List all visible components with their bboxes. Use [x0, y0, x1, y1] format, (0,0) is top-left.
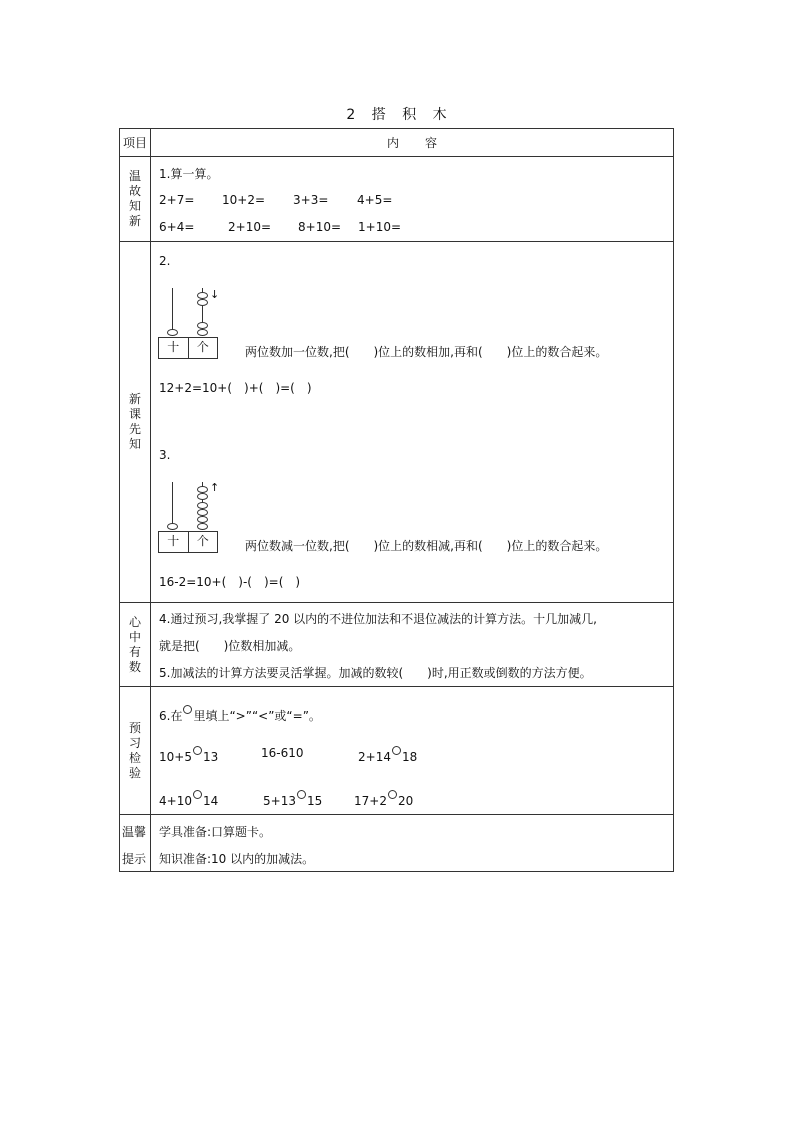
tips-row — [120, 815, 674, 872]
q2-number: 2. — [159, 254, 171, 268]
abacus-bead — [167, 523, 178, 530]
abacus-bead — [197, 299, 208, 306]
tips-content — [151, 815, 674, 872]
place-value-box: 十 个 — [158, 337, 218, 359]
answer-circle[interactable] — [193, 790, 202, 799]
abacus-addition — [158, 284, 218, 358]
review-label: 温 故 知 新 — [120, 157, 151, 242]
abacus-bead — [197, 493, 208, 500]
check-label: 预 习 检 验 — [120, 687, 151, 815]
compare-item: 10+5 13 — [159, 746, 218, 764]
lesson-number: 2 — [346, 107, 357, 123]
compare-item: 17+2 20 — [354, 790, 413, 808]
page-title — [0, 104, 794, 124]
header-row — [120, 129, 674, 157]
place-value-box: 十 个 — [158, 531, 218, 553]
compare-item: 16-610 — [261, 746, 304, 760]
compare-item: 2+14 18 — [358, 746, 417, 764]
abacus-bead — [197, 486, 208, 493]
tips-line1: 学具准备:口算题卡。 — [159, 825, 272, 839]
preview-row — [120, 242, 674, 603]
check-row — [120, 687, 674, 815]
q6-title: 6.在 里填上“>”“<”或“=”。 — [159, 705, 321, 724]
header-content: 内 容 — [151, 129, 674, 157]
answer-circle[interactable] — [297, 790, 306, 799]
q4-line1: 4.通过预习,我掌握了 20 以内的不进位加法和不退位减法的计算方法。十几加减几, — [159, 612, 597, 626]
q2-equation: 12+2=10+( )+( )=( ) — [159, 381, 312, 395]
q1-row1: 2+7= 10+2= 3+3= 4+5= — [159, 193, 393, 207]
title-char: 木 — [432, 107, 448, 123]
compare-item: 5+13 15 — [263, 790, 322, 808]
check-content — [151, 687, 674, 815]
abacus-bead — [167, 329, 178, 336]
compare-item: 4+10 14 — [159, 790, 218, 808]
answer-circle[interactable] — [193, 746, 202, 755]
q4-line2: 就是把( )位数相加减。 — [159, 639, 301, 653]
arrow-up-icon: ↑ — [210, 481, 220, 494]
answer-circle[interactable] — [392, 746, 401, 755]
tips-line2: 知识准备:10 以内的加减法。 — [159, 852, 315, 866]
header-item: 项目 — [120, 129, 151, 157]
circle-icon — [183, 705, 192, 714]
mind-row — [120, 603, 674, 687]
title-char: 积 — [402, 107, 418, 123]
q3-equation: 16-2=10+( )-( )=( ) — [159, 575, 301, 589]
q1-row2: 6+4= 2+10= 8+10= 1+10= — [159, 220, 402, 234]
q3-text: 两位数减一位数,把( )位上的数相减,再和( )位上的数合起来。 — [245, 539, 608, 553]
review-row — [120, 157, 674, 242]
tips-label: 温馨 提示 — [120, 815, 151, 872]
answer-circle[interactable] — [388, 790, 397, 799]
abacus-bead — [197, 502, 208, 509]
abacus-bead — [197, 523, 208, 530]
preview-label: 新 课 先 知 — [120, 242, 151, 603]
mind-label: 心 中 有 数 — [120, 603, 151, 687]
abacus-bead — [197, 329, 208, 336]
q5-text: 5.加减法的计算方法要灵活掌握。加减的数较( )时,用正数或倒数的方法方便。 — [159, 666, 592, 680]
abacus-bead — [197, 322, 208, 329]
preview-content — [151, 242, 674, 603]
abacus-bead — [197, 509, 208, 516]
q3-number: 3. — [159, 448, 171, 462]
abacus-subtraction — [158, 478, 218, 552]
abacus-bead — [197, 516, 208, 523]
mind-content — [151, 603, 674, 687]
abacus-bead — [197, 292, 208, 299]
worksheet-table — [119, 128, 674, 872]
q2-text: 两位数加一位数,把( )位上的数相加,再和( )位上的数合起来。 — [245, 345, 608, 359]
title-char: 搭 — [371, 107, 387, 123]
arrow-down-icon: ↓ — [210, 288, 220, 301]
review-content — [151, 157, 674, 242]
q1-title: 1.算一算。 — [159, 167, 219, 181]
